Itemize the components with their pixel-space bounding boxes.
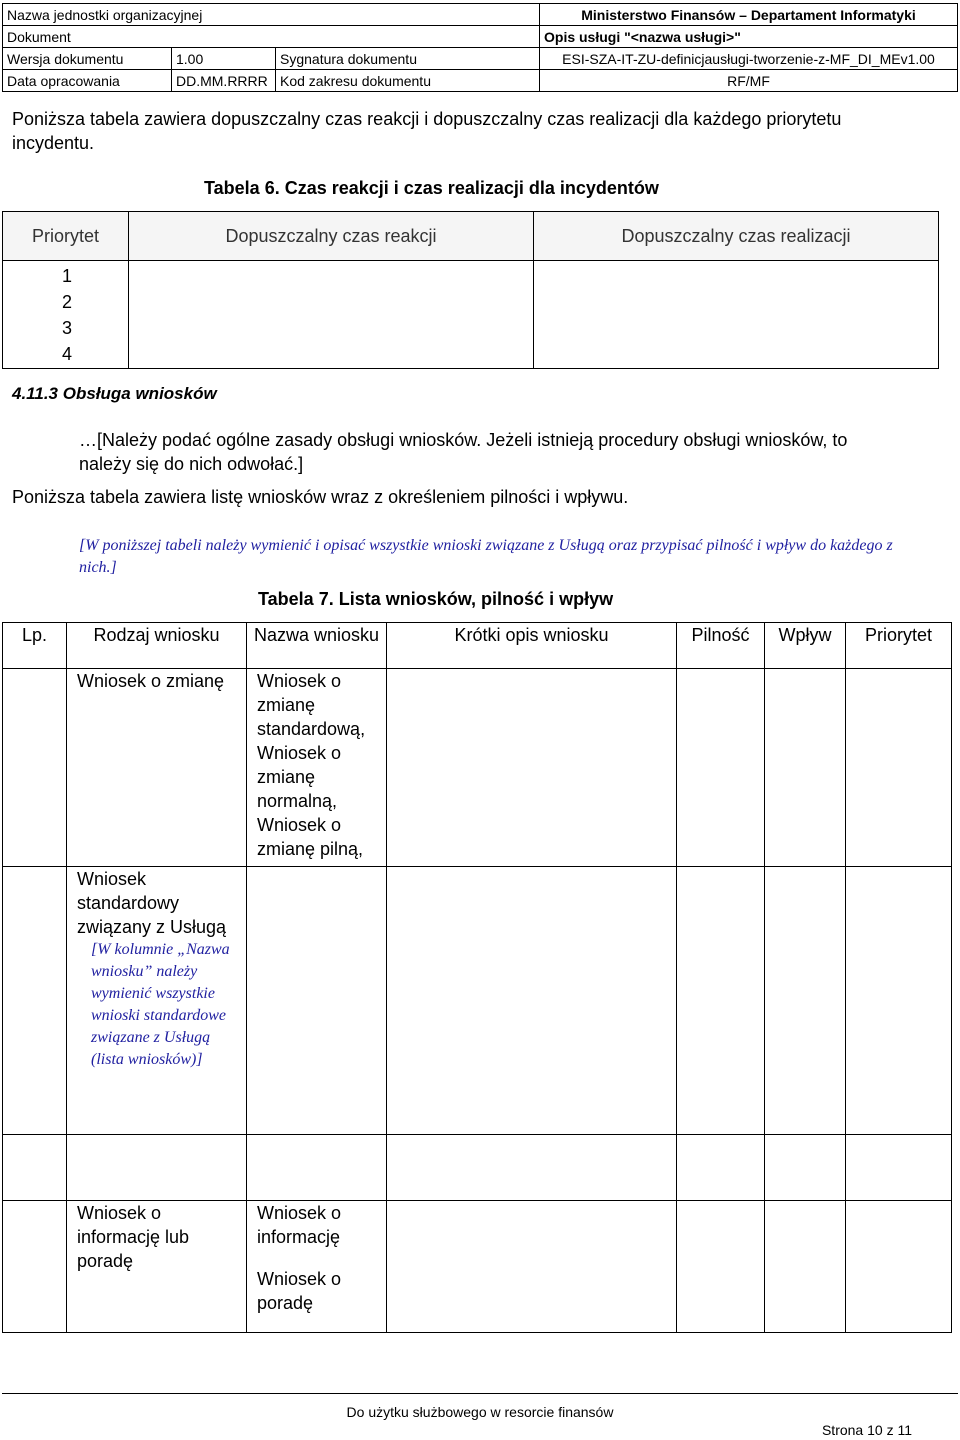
header-date-value: DD.MM.RRRR [172, 70, 276, 92]
table6-header-priority: Priorytet [3, 212, 129, 261]
header-signature-value: ESI-SZA-IT-ZU-definicjausługi-tworzenie-z-MF_DI_MEv1.00 [540, 48, 958, 70]
section-paragraph: Poniższa tabela zawiera listę wniosków wraz z określeniem pilności i wpływu. [12, 487, 629, 507]
header-date-label: Data opracowania [3, 70, 172, 92]
table6-reaction-cell [129, 261, 534, 369]
row-change-names [247, 669, 387, 867]
header-unit-value: Ministerstwo Finansów – Departament Informatyki [540, 4, 958, 26]
info-name-information: Wniosek o informację [257, 1203, 342, 1247]
table7-requests [2, 622, 952, 1333]
row-standard-type [67, 867, 247, 1135]
header-scope-value: RF/MF [540, 70, 958, 92]
table6-priority-2: 2 [61, 292, 72, 312]
table-row [3, 867, 952, 1135]
table6-header-reaction: Dopuszczalny czas reakcji [129, 212, 534, 261]
section-heading: 4.11.3 Obsługa wniosków [12, 384, 217, 403]
header-version-label: Wersja dokumentu [3, 48, 172, 70]
table-row [3, 1201, 952, 1333]
header-document-value: Opis usługi "<nazwa usługi>" [540, 26, 958, 48]
document-header-table [2, 3, 958, 92]
standard-type-label: Wniosek standardowy związany z Usługą [77, 869, 227, 937]
info-name-advice: Wniosek o poradę [257, 1269, 342, 1313]
footer-text: Do użytku służbowego w resorcie finansów [346, 1404, 614, 1420]
change-name-urgent: Wniosek o zmianę pilną, [257, 815, 364, 859]
table6-caption: Tabela 6. Czas reakcji i czas realizacji dla incydentów [204, 178, 659, 198]
table6-priority-cell [3, 261, 129, 369]
header-document-label: Dokument [3, 26, 540, 48]
table-row [3, 669, 952, 867]
row-info-type: Wniosek o informację lub poradę [67, 1201, 247, 1333]
row-info-names [247, 1201, 387, 1333]
table7-caption: Tabela 7. Lista wniosków, pilność i wpływ [258, 589, 614, 609]
section-instruction: …[Należy podać ogólne zasady obsługi wniosków. Jeżeli istnieją procedury obsługi wniosków, to należy się do nich odwołać.] [79, 430, 848, 474]
header-scope-label: Kod zakresu dokumentu [276, 70, 540, 92]
table6-header-realization: Dopuszczalny czas realizacji [534, 212, 939, 261]
header-signature-label: Sygnatura dokumentu [276, 48, 540, 70]
header-version-value: 1.00 [172, 48, 276, 70]
header-unit-label: Nazwa jednostki organizacyjnej [3, 4, 540, 26]
section-blue-note: [W poniższej tabeli należy wymienić i opisać wszystkie wnioski związane z Usługą oraz przypisać pilność i wpływ do każdego z nich.] [79, 537, 893, 576]
table6-priority-4: 4 [61, 344, 72, 364]
table7-header-name: Nazwa wniosku [247, 623, 387, 669]
table6-priority-1: 1 [61, 266, 72, 286]
footer-divider [2, 1393, 958, 1394]
table7-header-type: Rodzaj wniosku [67, 623, 247, 669]
change-name-standard: Wniosek o zmianę standardową, [257, 671, 366, 739]
table7-header-impact: Wpływ [765, 623, 846, 669]
table7-header-description: Krótki opis wniosku [387, 623, 677, 669]
intro-paragraph: Poniższa tabela zawiera dopuszczalny czas reakcji i dopuszczalny czas realizacji dla każdego priorytetu incydentu. [12, 109, 842, 153]
table6-incident-times [2, 211, 939, 369]
row-change-type: Wniosek o zmianę [67, 669, 247, 867]
table-row [3, 1135, 952, 1201]
change-name-normal: Wniosek o zmianę normalną, [257, 743, 342, 811]
table6-realization-cell [534, 261, 939, 369]
table7-header-priority: Priorytet [846, 623, 952, 669]
standard-type-note: [W kolumnie „Nazwa wniosku” należy wymienić wszystkie wnioski standardowe związane z Usługą (lista wniosków)] [91, 941, 230, 1068]
table7-header-lp: Lp. [3, 623, 67, 669]
table6-priority-3: 3 [61, 318, 72, 338]
page-number: Strona 10 z 11 [821, 1422, 912, 1438]
table7-header-urgency: Pilność [677, 623, 765, 669]
